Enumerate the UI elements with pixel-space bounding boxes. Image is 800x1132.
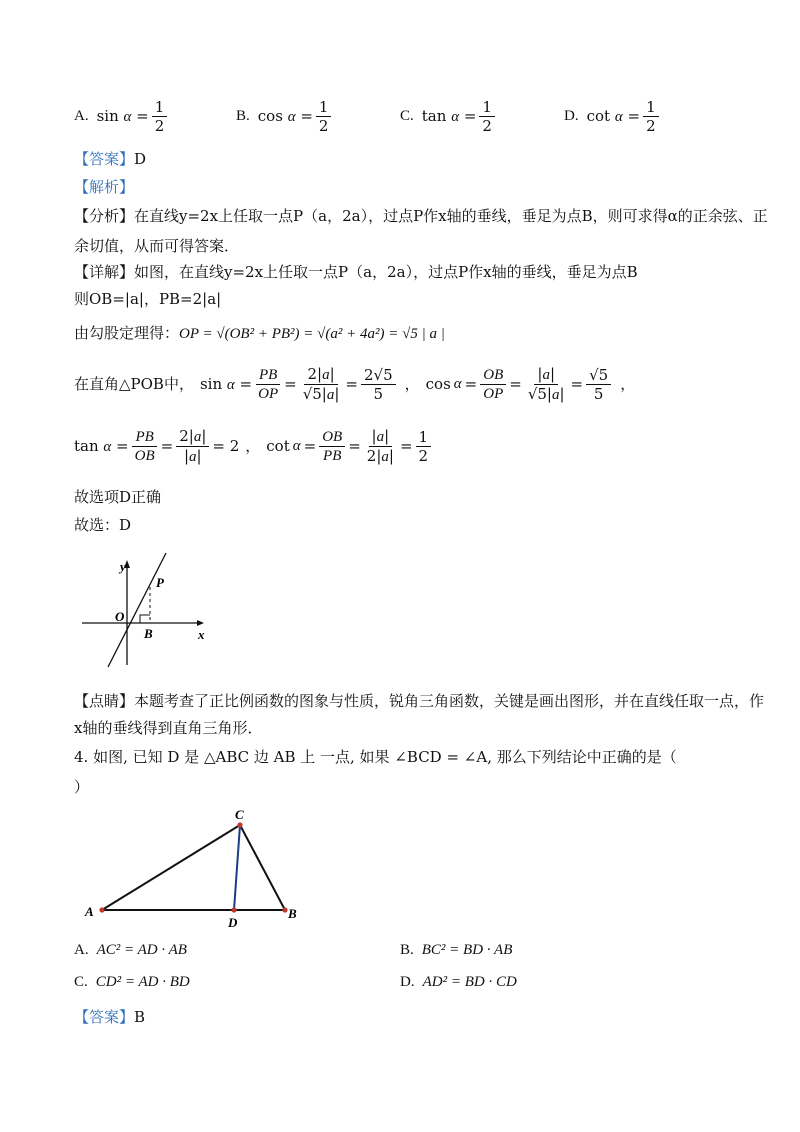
- q4-option-a[interactable]: A. AC² = AD · AB: [74, 942, 187, 958]
- q4-option-c[interactable]: C. CD² = AD · BD: [74, 974, 190, 990]
- point-b: [282, 907, 287, 912]
- xiangjie-line-1: [74, 261, 638, 283]
- q3-answer-line: [74, 148, 146, 170]
- fenxi-tag: 【分析】: [74, 207, 135, 225]
- fenxi-line-1: [74, 205, 768, 227]
- option-fn: cos α =: [257, 107, 313, 125]
- tan-cot-line: tan α = $\frac{PB}{OB}$ = $\frac{2|a|}{|a|}$ = 2 ， cot α = $\frac{OB}{PB}$ = $\frac{|a|}{2|a|}$ = $\frac{1}{2}$: [74, 424, 434, 468]
- q3-option-a[interactable]: [74, 98, 170, 135]
- p-label: P: [156, 575, 164, 590]
- q4-answer-line: [74, 1006, 145, 1028]
- answer-value: B: [134, 1008, 146, 1026]
- point-c: [237, 822, 242, 827]
- option-fn: tan α =: [421, 107, 477, 125]
- dianjing-tag: 【点睛】: [74, 692, 135, 710]
- q4-option-b[interactable]: B. BC² = BD · AB: [400, 942, 513, 958]
- segment-cd: [234, 825, 240, 910]
- triangle-figure: [80, 800, 310, 935]
- q3-option-d[interactable]: [564, 98, 662, 135]
- sin-cos-line: 在直角△POB中， sin α = $\frac{PB}{OP}$ = $\frac{2|a|}{√5|a|}$ = $\frac{2√5}{5}$ ， cos α = $\frac{OB}{OP}$ = $\frac{|a|}{√5|a|}$ = $\frac{√5}{5}$ ，: [74, 364, 636, 403]
- answer-tag: 【答案】: [74, 150, 135, 168]
- b-label: B: [144, 626, 153, 641]
- y-label: y: [120, 559, 126, 574]
- o-label: O: [115, 609, 125, 624]
- c-label: C: [235, 807, 244, 822]
- xiangjie-text-1: 如图，在直线y=2x上任取一点P（a，2a），过点P作x轴的垂线，垂足为点B: [134, 263, 638, 281]
- fenxi-text-2: 余切值，从而可得答案．: [74, 237, 240, 255]
- point-a: [99, 907, 104, 912]
- right-angle-mark: [140, 615, 150, 623]
- xiangjie-tag: 【详解】: [74, 263, 135, 281]
- dianjing-line-1: 【点睛】本题考查了正比例函数的图象与性质，锐角三角函数，关键是画出图形，并在直线任取一点，作: [74, 692, 765, 710]
- point-d: [231, 907, 236, 912]
- fenxi-line-2: [74, 235, 239, 257]
- option-fraction: $\frac{1}{2}$: [643, 98, 659, 135]
- option-label: B.: [236, 108, 250, 124]
- pythagoras-prefix: 由勾股定理得：: [74, 324, 180, 342]
- x-axis-arrow: [197, 620, 204, 626]
- q3-option-c[interactable]: [400, 98, 498, 135]
- analysis-line: [74, 176, 134, 198]
- conclusion-line-1: 故选项D正确: [74, 488, 162, 506]
- analysis-tag: 【解析】: [74, 178, 135, 196]
- b-label: B: [288, 906, 297, 921]
- option-fraction: $\frac{1}{2}$: [316, 98, 332, 135]
- side-ac: [102, 825, 240, 910]
- option-label: A.: [74, 108, 89, 124]
- option-fn: cot α =: [586, 107, 641, 125]
- q4-stem-line-1: 4. 如图, 已知 D 是 △ABC 边 AB 上 一点, 如果 ∠BCD = ∠A, 那么下列结论中正确的是（: [74, 748, 677, 766]
- xiangjie-text-2: 则OB=|a|，PB=2|a|: [74, 290, 222, 308]
- pythagoras-formula: OP = √(OB² + PB²) = √(a² + 4a²) = √5 | a |: [179, 326, 445, 342]
- option-fraction: $\frac{1}{2}$: [479, 98, 495, 135]
- option-label: C.: [400, 108, 414, 124]
- conclusion-line-2: 故选：D: [74, 516, 132, 534]
- x-label: x: [198, 627, 205, 642]
- q4-option-d[interactable]: D. AD² = BD · CD: [400, 974, 517, 990]
- option-fn: sin α =: [96, 107, 149, 125]
- line-graph-figure: [80, 545, 220, 670]
- q4-stem-line-2: ）: [74, 778, 90, 796]
- xiangjie-line-2: [74, 288, 221, 310]
- side-bc: [240, 825, 285, 910]
- q3-option-b[interactable]: [236, 98, 334, 135]
- answer-value: D: [134, 150, 147, 168]
- right-triangle-prefix: 在直角△POB中，: [74, 375, 194, 393]
- fenxi-text-1: 在直线y=2x上任取一点P（a，2a），过点P作x轴的垂线，垂足为点B，则可求得α的正余弦、正: [134, 207, 768, 225]
- d-label: D: [228, 915, 238, 930]
- answer-tag: 【答案】: [74, 1008, 135, 1026]
- dianjing-line-2: x轴的垂线得到直角三角形．: [74, 719, 263, 737]
- option-fraction: $\frac{1}{2}$: [152, 98, 168, 135]
- a-label: A: [85, 904, 94, 919]
- option-label: D.: [564, 108, 579, 124]
- pythagoras-line: [74, 322, 445, 345]
